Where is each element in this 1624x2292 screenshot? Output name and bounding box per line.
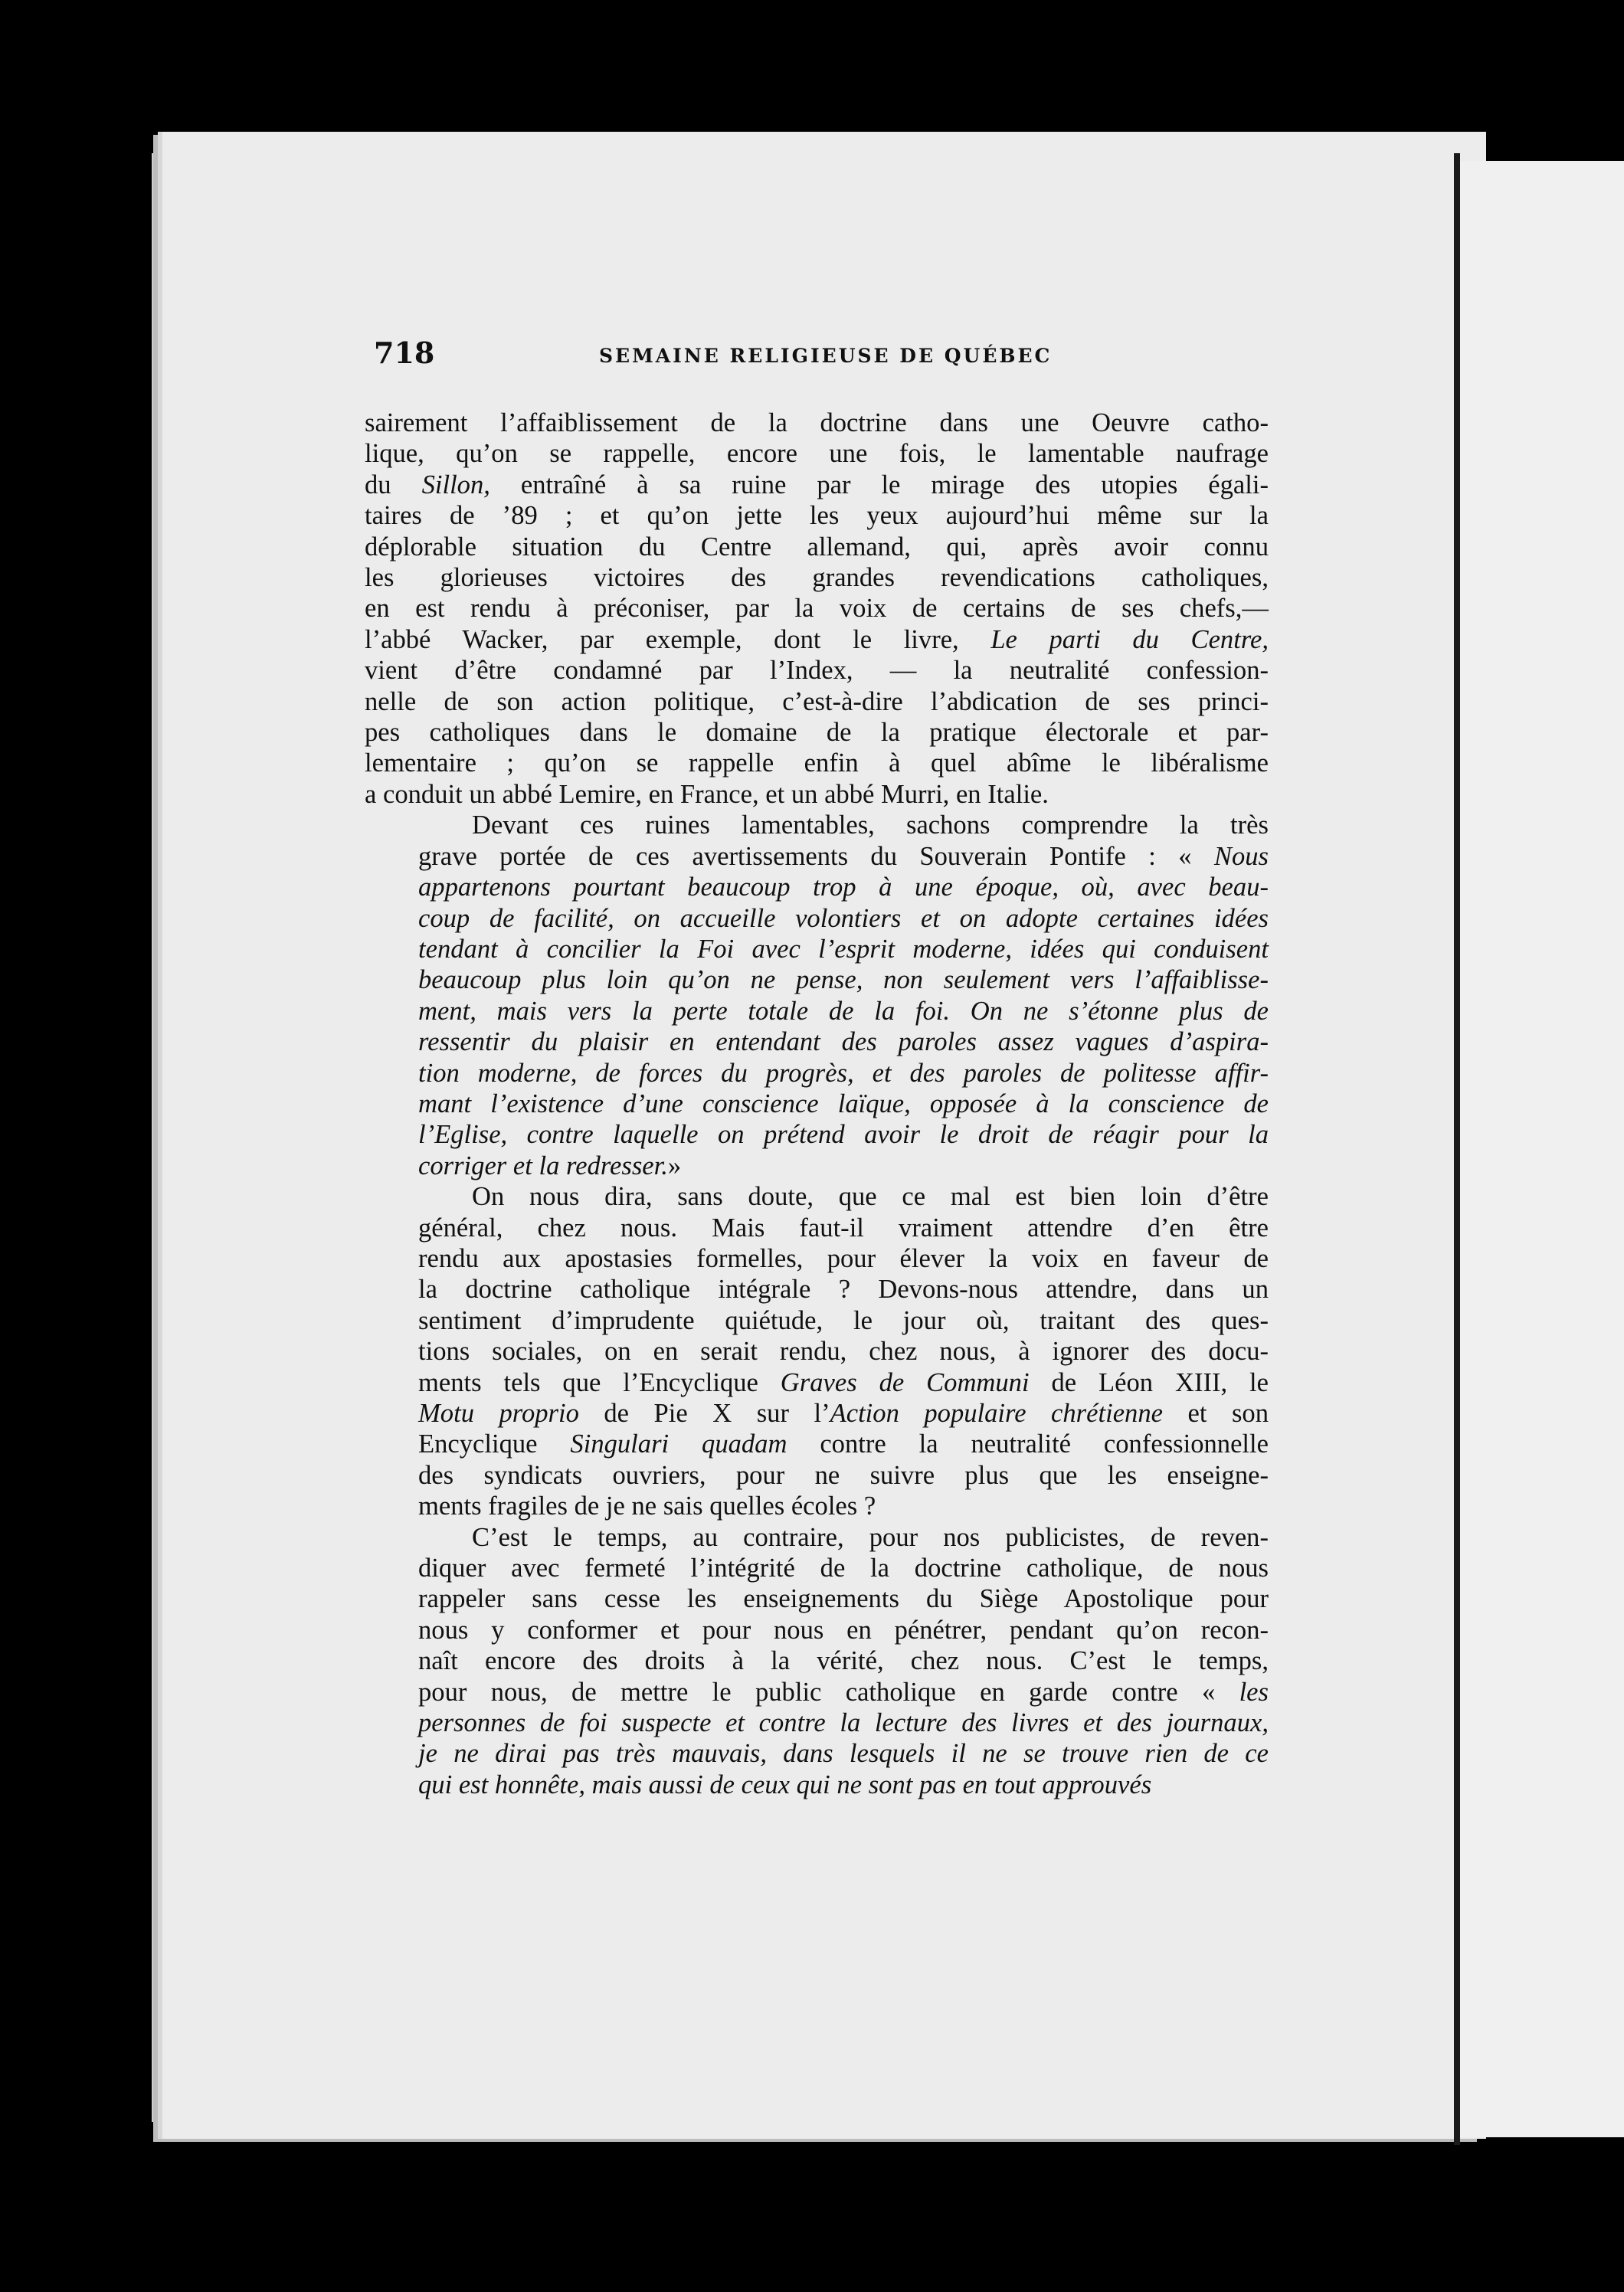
italic-text: Sillon,: [421, 470, 490, 499]
italic-text: ment, mais vers la perte totale de la foi. On ne s’étonne plus de: [418, 996, 1269, 1026]
text-run: Encyclique: [418, 1429, 571, 1459]
page-number: 718: [374, 336, 435, 370]
italic-text: appartenons pourtant beaucoup trop à une époque, où, avec beau-: [418, 873, 1269, 902]
text-run: du: [365, 470, 422, 499]
text-line: [365, 872, 1269, 902]
text-line: [365, 1770, 1269, 1800]
italic-text: l’Eglise, contre laquelle on prétend avoir le droit de réagir pour la: [418, 1120, 1269, 1150]
italic-text: Nous: [1213, 841, 1269, 871]
text-line: [365, 1583, 1269, 1614]
text-run: sentiment d’imprudente quiétude, le jour où, traitant des ques-: [418, 1305, 1269, 1335]
text-run: nous y conformer et pour nous en pénétrer, pendant qu’on recon-: [418, 1615, 1269, 1645]
text-run: taires de ’89 ; et qu’on jette les yeux aujourd’hui même sur la: [365, 501, 1269, 531]
italic-text: Graves de Communi: [780, 1367, 1030, 1397]
text-line: [365, 500, 1269, 531]
page-gutter: [1454, 153, 1460, 2145]
page-edge: [152, 153, 162, 2122]
italic-text: beaucoup plus loin qu’on ne pense, non seulement vers l’affaiblisse-: [418, 965, 1269, 995]
text-line: [365, 1491, 1269, 1521]
text-run: la doctrine catholique intégrale ? Devons-nous attendre, dans un: [418, 1275, 1269, 1305]
text-run: »: [667, 1151, 682, 1180]
text-line: [365, 408, 1269, 438]
text-line: [365, 1615, 1269, 1645]
text-line: [365, 934, 1269, 964]
text-run: pour nous, de mettre le public catholique en garde contre «: [418, 1677, 1239, 1707]
text-run: naît encore des droits à la vérité, chez nous. C’est le temps,: [418, 1646, 1269, 1676]
text-line: [365, 1119, 1269, 1150]
text-run: déplorable situation du Centre allemand, qui, après avoir connu: [365, 532, 1269, 562]
text-line: [365, 717, 1269, 748]
text-line: [365, 438, 1269, 469]
text-line: [365, 1708, 1269, 1738]
text-line: [365, 779, 1269, 810]
text-line: [365, 1026, 1269, 1057]
text-line: [365, 470, 1269, 500]
italic-text: coup de facilité, on accueille volontiers et on adopte certaines idées: [418, 903, 1269, 933]
italic-text: Action populaire chrétienne: [830, 1399, 1163, 1428]
text-run: ments tels que l’Encyclique: [418, 1367, 781, 1397]
text-run: en est rendu à préconiser, par la voix de certains de ses chefs,—: [365, 594, 1269, 624]
text-line: [365, 1522, 1269, 1553]
text-line: [365, 748, 1269, 778]
text-line: [365, 964, 1269, 995]
text-run: ments fragiles de je ne sais quelles écoles ?: [418, 1491, 876, 1521]
text-line: [365, 686, 1269, 717]
text-line: [365, 1460, 1269, 1491]
text-run: diquer avec fermeté l’intégrité de la doctrine catholique, de nous: [418, 1554, 1269, 1583]
text-run: vient d’être condamné par l’Index, — la neutralité confession-: [365, 656, 1269, 686]
text-line: [365, 1645, 1269, 1676]
italic-text: personnes de foi suspecte et contre la lecture des livres et des journaux,: [418, 1708, 1269, 1738]
body-text: [365, 408, 1269, 1800]
text-line: [365, 841, 1269, 872]
text-run: et son: [1162, 1399, 1269, 1428]
italic-text: tendant à concilier la Foi avec l’esprit moderne, idées qui conduisent: [418, 934, 1269, 964]
italic-text: mant l’existence d’une conscience laïque, opposée à la conscience de: [418, 1089, 1269, 1118]
text-run: des syndicats ouvriers, pour ne suivre plus que les enseigne-: [418, 1460, 1269, 1490]
paragraph: [365, 810, 1269, 1181]
italic-text: Le parti du Centre,: [990, 624, 1269, 654]
text-line: [365, 903, 1269, 934]
text-line: [365, 996, 1269, 1026]
text-run: On nous dira, sans doute, que ce mal est bien loin d’être: [472, 1182, 1269, 1212]
text-line: [365, 1429, 1269, 1459]
text-run: contre la neutralité confessionnelle: [787, 1429, 1269, 1459]
italic-text: je ne dirai pas très mauvais, dans lesquels il ne se trouve rien de ce: [418, 1739, 1269, 1769]
text-line: [365, 1243, 1269, 1274]
text-line: [365, 1058, 1269, 1089]
text-line: [365, 810, 1269, 840]
paragraph: [365, 1522, 1269, 1801]
text-run: rappeler sans cesse les enseignements du Siège Apostolique pour: [418, 1584, 1269, 1614]
text-run: général, chez nous. Mais faut-il vraiment attendre d’en être: [418, 1213, 1269, 1243]
text-run: lique, qu’on se rappelle, encore une fois, le lamentable naufrage: [365, 439, 1269, 469]
italic-text: ressentir du plaisir en entendant des paroles assez vagues d’aspira-: [418, 1027, 1269, 1057]
italic-text: Singulari quadam: [570, 1429, 787, 1459]
text-line: [365, 1213, 1269, 1243]
italic-text: corriger et la redresser.: [418, 1151, 668, 1180]
text-run: rendu aux apostasies formelles, pour élever la voix en faveur de: [418, 1243, 1269, 1273]
text-line: [365, 624, 1269, 655]
paragraph: [365, 408, 1269, 810]
italic-text: les: [1239, 1677, 1269, 1707]
text-run: de Pie X sur l’: [578, 1399, 830, 1428]
paragraph: [365, 1181, 1269, 1521]
page-header: [374, 336, 1247, 381]
text-run: nelle de son action politique, c’est-à-dire l’abdication de ses princi-: [365, 686, 1269, 716]
text-run: C’est le temps, au contraire, pour nos publicistes, de reven-: [472, 1522, 1269, 1552]
text-line: [365, 1181, 1269, 1212]
text-line: [365, 655, 1269, 686]
italic-text: qui est honnête, mais aussi de ceux qui ne sont pas en tout approuvés: [418, 1770, 1152, 1799]
text-run: pes catholiques dans le domaine de la pratique électorale et par-: [365, 718, 1269, 748]
text-line: [365, 1738, 1269, 1769]
text-run: tions sociales, on en serait rendu, chez nous, à ignorer des docu-: [418, 1337, 1269, 1367]
text-run: les glorieuses victoires des grandes revendications catholiques,: [365, 563, 1269, 593]
text-run: Devant ces ruines lamentables, sachons comprendre la très: [472, 810, 1269, 840]
text-run: sairement l’affaiblissement de la doctrine dans une Oeuvre catho-: [365, 408, 1269, 437]
italic-text: tion moderne, de forces du progrès, et des paroles de politesse affir-: [418, 1058, 1269, 1088]
text-line: [365, 593, 1269, 624]
text-run: de Léon XIII, le: [1029, 1367, 1269, 1397]
running-head: SEMAINE RELIGIEUSE DE QUÉBEC: [599, 345, 1053, 367]
text-run: l’abbé Wacker, par exemple, dont le livre,: [365, 624, 991, 654]
text-line: [365, 1305, 1269, 1336]
facing-page-edge: [1460, 161, 1624, 2137]
text-run: lementaire ; qu’on se rappelle enfin à quel abîme le libéralisme: [365, 748, 1269, 778]
text-line: [365, 1336, 1269, 1367]
text-line: [365, 1151, 1269, 1181]
text-line: [365, 532, 1269, 562]
text-line: [365, 1089, 1269, 1119]
text-line: [365, 562, 1269, 593]
text-run: entraîné à sa ruine par le mirage des utopies égali-: [489, 470, 1269, 499]
text-run: a conduit un abbé Lemire, en France, et un abbé Murri, en Italie.: [365, 779, 1049, 809]
text-line: [365, 1274, 1269, 1305]
italic-text: Motu proprio: [418, 1399, 579, 1428]
text-line: [365, 1398, 1269, 1429]
text-line: [365, 1677, 1269, 1708]
text-run: grave portée de ces avertissements du Souverain Pontife : «: [418, 841, 1214, 871]
text-line: [365, 1553, 1269, 1583]
text-line: [365, 1367, 1269, 1398]
